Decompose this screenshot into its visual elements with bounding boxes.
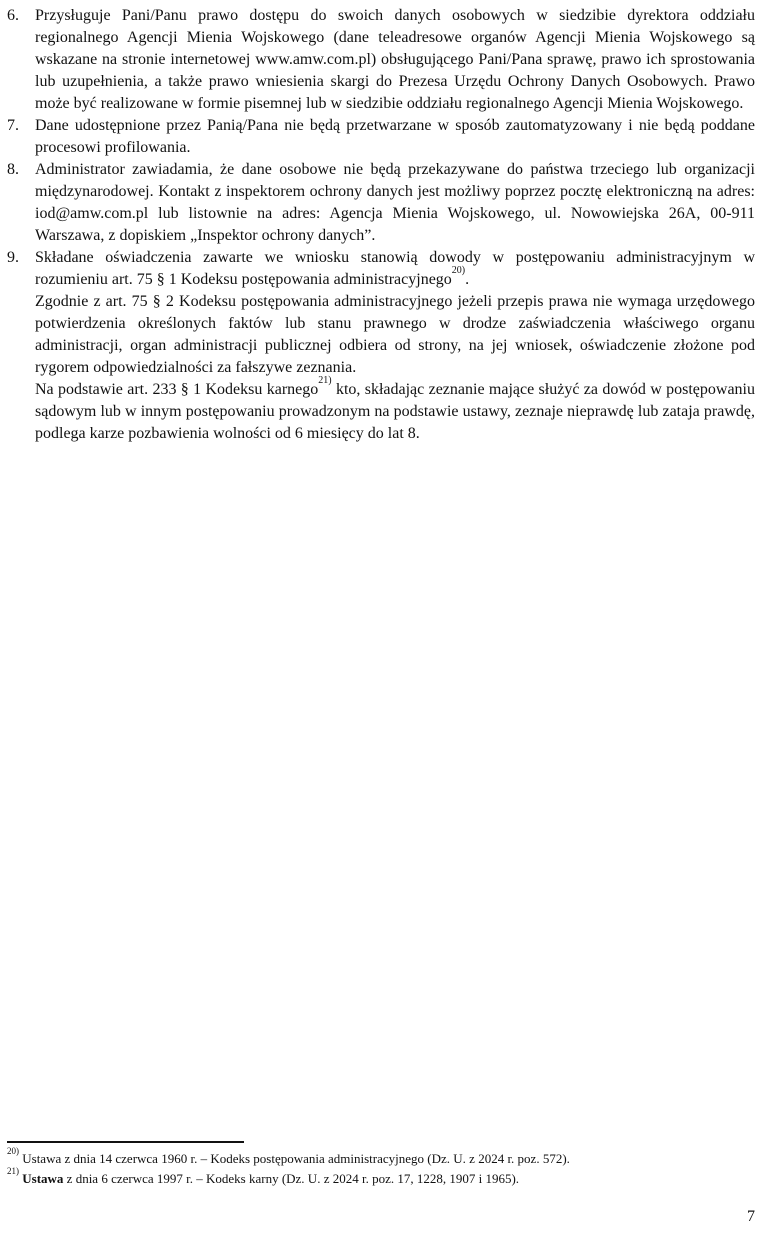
list-item-number: 7. <box>7 117 19 134</box>
footnote-marker: 21) <box>7 1165 19 1176</box>
clause-paragraph: Zgodnie z art. 75 § 2 Kodeksu postępowania administracyjnego jeżeli przepis prawa nie wymaga urzędowego potwierdzenia określonych faktów lub stanu prawnego w drodze zaświadczenia właściwego organu administracji, organ administracji publicznej odbiera od strony, na jej wniosek, oświadczenie złożone pod rygorem odpowiedzialności za fałszywe zeznania. <box>35 293 755 376</box>
list-item-number: 6. <box>7 7 19 24</box>
footnote-text: Ustawa z dnia 14 czerwca 1960 r. – Kodeks postępowania administracyjnego (Dz. U. z 2024 r. poz. 572). <box>19 1151 570 1166</box>
clause-text: Na podstawie art. 233 § 1 Kodeksu karnego <box>35 381 319 398</box>
footnote-separator <box>7 1141 244 1143</box>
page-footer <box>7 1141 755 1228</box>
page-number: 7 <box>747 1208 755 1225</box>
list-item-9 <box>7 247 755 445</box>
list-item-number: 9. <box>7 249 19 266</box>
footnote-marker: 20) <box>7 1145 19 1156</box>
footnote-20 <box>7 1145 755 1169</box>
clause-body <box>35 247 755 445</box>
footnote-ref-21: 21) <box>318 374 332 386</box>
footnote-ref-20: 20) <box>451 264 466 276</box>
clause-paragraph <box>35 374 755 445</box>
clause-paragraph: Przysługuje Pani/Panu prawo dostępu do swoich danych osobowych w siedzibie dyrektora oddziału regionalnego Agencji Mienia Wojskowego (dane teleadresowe organów Agencji Mienia Wojskowego są wskazane na stronie internetowej www.amw.com.pl) obsługującego Pani/Pana sprawę, prawo ich sprostowania lub uzupełnienia, a także prawo wniesienia skargi do Prezesa Urzędu Ochrony Danych Osobowych. Prawo może być realizowane w formie pisemnej lub w siedzibie oddziału regionalnego Agencji Mienia Wojskowego. <box>35 7 755 112</box>
clauses-list <box>7 5 755 445</box>
list-item-number: 8. <box>7 161 19 178</box>
clause-text: Składane oświadczenia zawarte we wniosku stanowią dowody w postępowaniu administracyjnym w rozumieniu art. 75 § 1 Kodeksu postępowania administracyjnego <box>35 249 755 288</box>
list-item-8 <box>7 159 755 247</box>
footnote-text-bold: Ustawa <box>22 1171 64 1186</box>
footnote-21 <box>7 1165 755 1189</box>
clause-paragraph: Dane udostępnione przez Panią/Pana nie będą przetwarzane w sposób zautomatyzowany i nie będą poddane procesowi profilowania. <box>35 117 755 156</box>
clause-paragraph: Administrator zawiadamia, że dane osobowe nie będą przekazywane do państwa trzeciego lub organizacji międzynarodowej. Kontakt z inspektorem ochrony danych jest możliwy poprzez pocztę elektroniczną na adres: iod@amw.com.pl lub listownie na adres: Agencja Mienia Wojskowego, ul. Nowowiejska 26A, 00-911 Warszawa, z dopiskiem „Inspektor ochrony danych”. <box>35 161 755 244</box>
list-item-7 <box>7 115 755 159</box>
list-item-6 <box>7 5 755 115</box>
clause-paragraph <box>35 247 755 291</box>
clause-text: kto, składając zeznanie mające służyć za dowód w postępowaniu sądowym lub w innym postępowaniu prowadzonym na podstawie ustawy, zeznaje nieprawdę lub zataja prawdę, podlega karze pozbawienia wolności od 6 miesięcy do lat 8. <box>35 381 755 442</box>
clause-text: . <box>465 271 470 288</box>
footnote-text: z dnia 6 czerwca 1997 r. – Kodeks karny (Dz. U. z 2024 r. poz. 17, 1228, 1907 i 1965). <box>63 1171 520 1186</box>
